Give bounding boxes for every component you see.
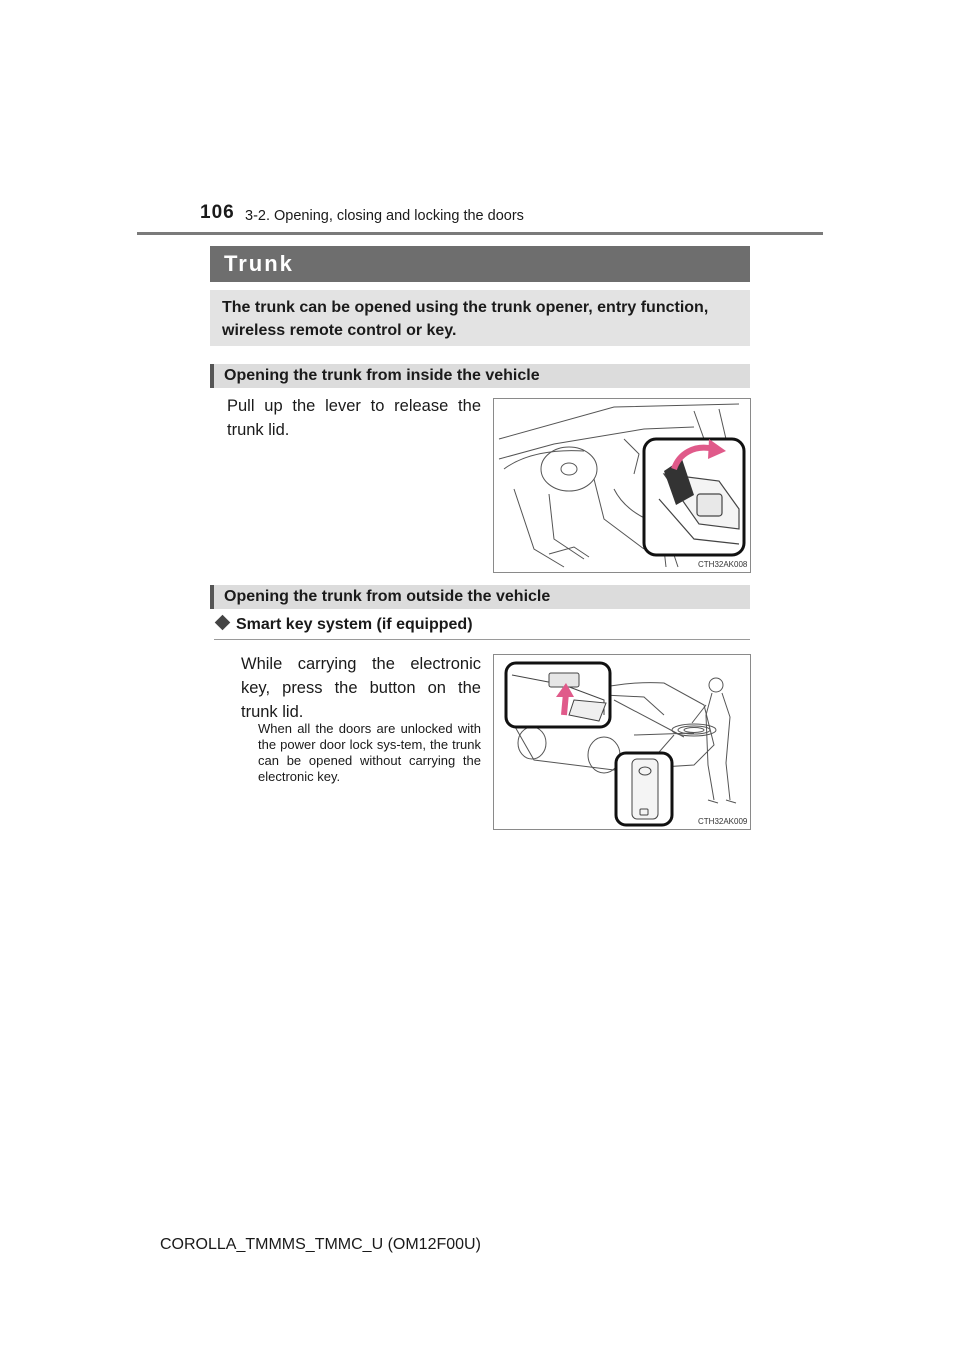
- smart-key-divider: [214, 639, 750, 640]
- header-divider: [137, 232, 823, 235]
- title-bar: [210, 246, 750, 282]
- intro-box: [210, 290, 750, 346]
- page-number: 106: [200, 202, 235, 223]
- smart-key-heading-text: Smart key system (if equipped): [236, 616, 473, 633]
- exterior-illustration: [494, 655, 750, 829]
- subheading-accent: [210, 364, 214, 388]
- figure-interior-lever: [493, 398, 751, 573]
- figure-code: CTH32AK008: [698, 560, 748, 569]
- subheading-outside: [210, 585, 750, 609]
- section-reference: 3-2. Opening, closing and locking the doors: [245, 208, 524, 224]
- interior-illustration: [494, 399, 750, 572]
- note-text: When all the doors are unlocked with the power door lock sys-tem, the trunk can be opened without carrying the electronic key.: [258, 721, 481, 784]
- subheading-outside-text: Opening the trunk from outside the vehicle: [224, 588, 551, 605]
- intro-text: The trunk can be opened using the trunk opener, entry function, wireless remote control or key.: [222, 299, 709, 339]
- diamond-bullet-icon: [215, 615, 231, 631]
- smart-key-heading: [214, 616, 473, 634]
- subheading-accent: [210, 585, 214, 609]
- page-title: Trunk: [224, 251, 294, 276]
- footer-text: COROLLA_TMMMS_TMMC_U (OM12F00U): [160, 1236, 481, 1253]
- figure-exterior-button: [493, 654, 751, 830]
- pull-lever-text: Pull up the lever to release the trunk lid.: [227, 397, 481, 439]
- figure-code: CTH32AK009: [698, 817, 748, 826]
- subheading-inside: [210, 364, 750, 388]
- subheading-inside-text: Opening the trunk from inside the vehicle: [224, 367, 540, 384]
- carry-key-text: While carrying the electronic key, press the button on the trunk lid.: [241, 655, 481, 721]
